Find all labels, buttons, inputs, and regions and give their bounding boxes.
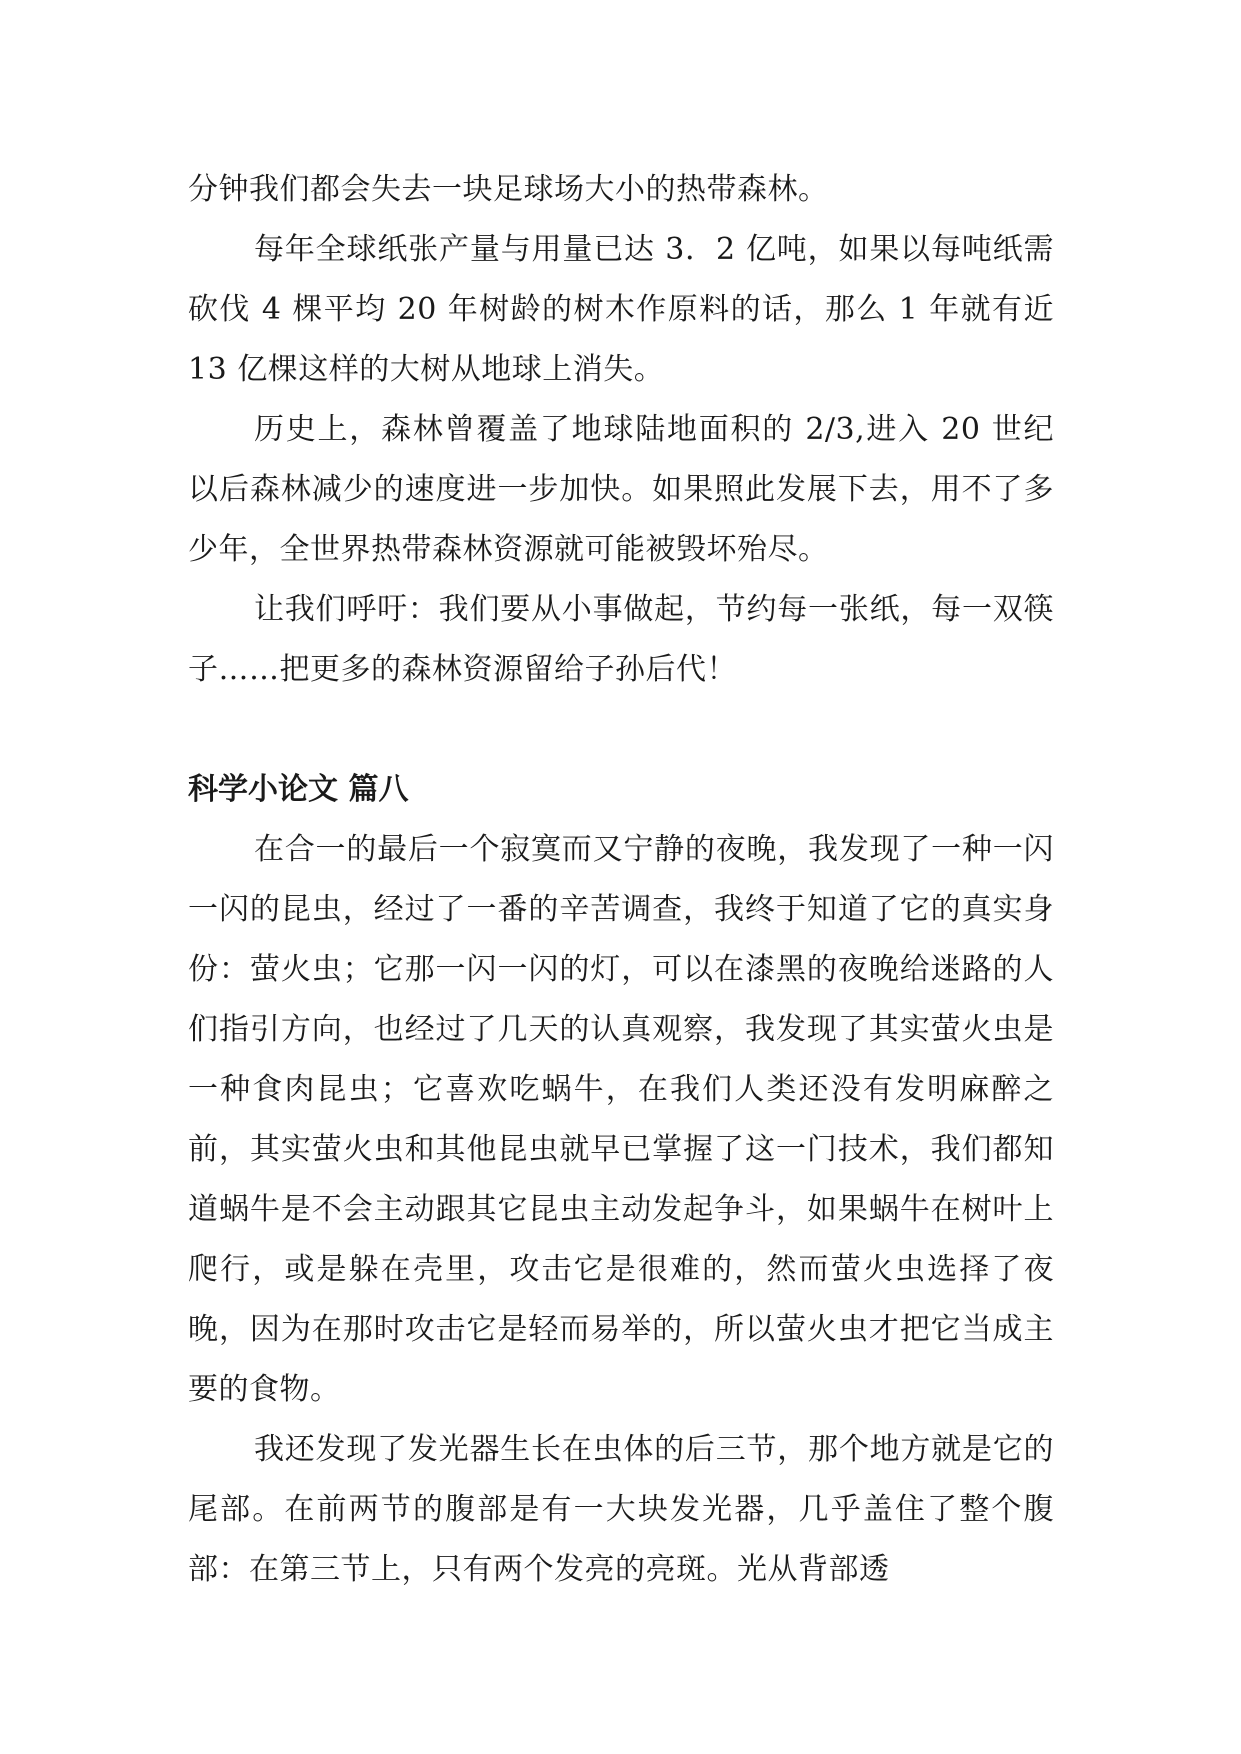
- paragraph-paper-consumption: 每年全球纸张产量与用量已达 3．2 亿吨，如果以每吨纸需砍伐 4 棵平均 20 年树龄的树木作原料的话，那么 1 年就有近 13 亿棵这样的大树从地球上消失。: [188, 232, 1054, 387]
- paragraph-forest-history: 历史上，森林曾覆盖了地球陆地面积的 2/3,进入 20 世纪以后森林减少的速度进一步加快。如果照此发展下去，用不了多少年，全世界热带森林资源就可能被毁坏殆尽。: [188, 412, 1054, 567]
- paragraph-firefly-light-organ: 我还发现了发光器生长在虫体的后三节，那个地方就是它的尾部。在前两节的腹部是有一大块发光器，几乎盖住了整个腹部：在第三节上，只有两个发亮的亮斑。光从背部透: [188, 1432, 1054, 1587]
- document-page: [188, 160, 1054, 1600]
- paragraph-continuation: 分钟我们都会失去一块足球场大小的热带森林。: [188, 172, 829, 207]
- paragraph-firefly-discovery: 在合一的最后一个寂寞而又宁静的夜晚，我发现了一种一闪一闪的昆虫，经过了一番的辛苦调查，我终于知道了它的真实身份：萤火虫；它那一闪一闪的灯，可以在漆黑的夜晚给迷路的人们指引方向，也经过了几天的认真观察，我发现了其实萤火虫是一种食肉昆虫；它喜欢吃蜗牛，在我们人类还没有发明麻醉之前，其实萤火虫和其他昆虫就早已掌握了这一门技术，我们都知道蜗牛是不会主动跟其它昆虫主动发起争斗，如果蜗牛在树叶上爬行，或是躲在壳里，攻击它是很难的，然而萤火虫选择了夜晚，因为在那时攻击它是轻而易举的，所以萤火虫才把它当成主要的食物。: [188, 832, 1054, 1407]
- paragraph-appeal: 让我们呼吁：我们要从小事做起，节约每一张纸，每一双筷子……把更多的森林资源留给子孙后代！: [188, 592, 1054, 687]
- section-heading: 科学小论文 篇八: [188, 772, 409, 807]
